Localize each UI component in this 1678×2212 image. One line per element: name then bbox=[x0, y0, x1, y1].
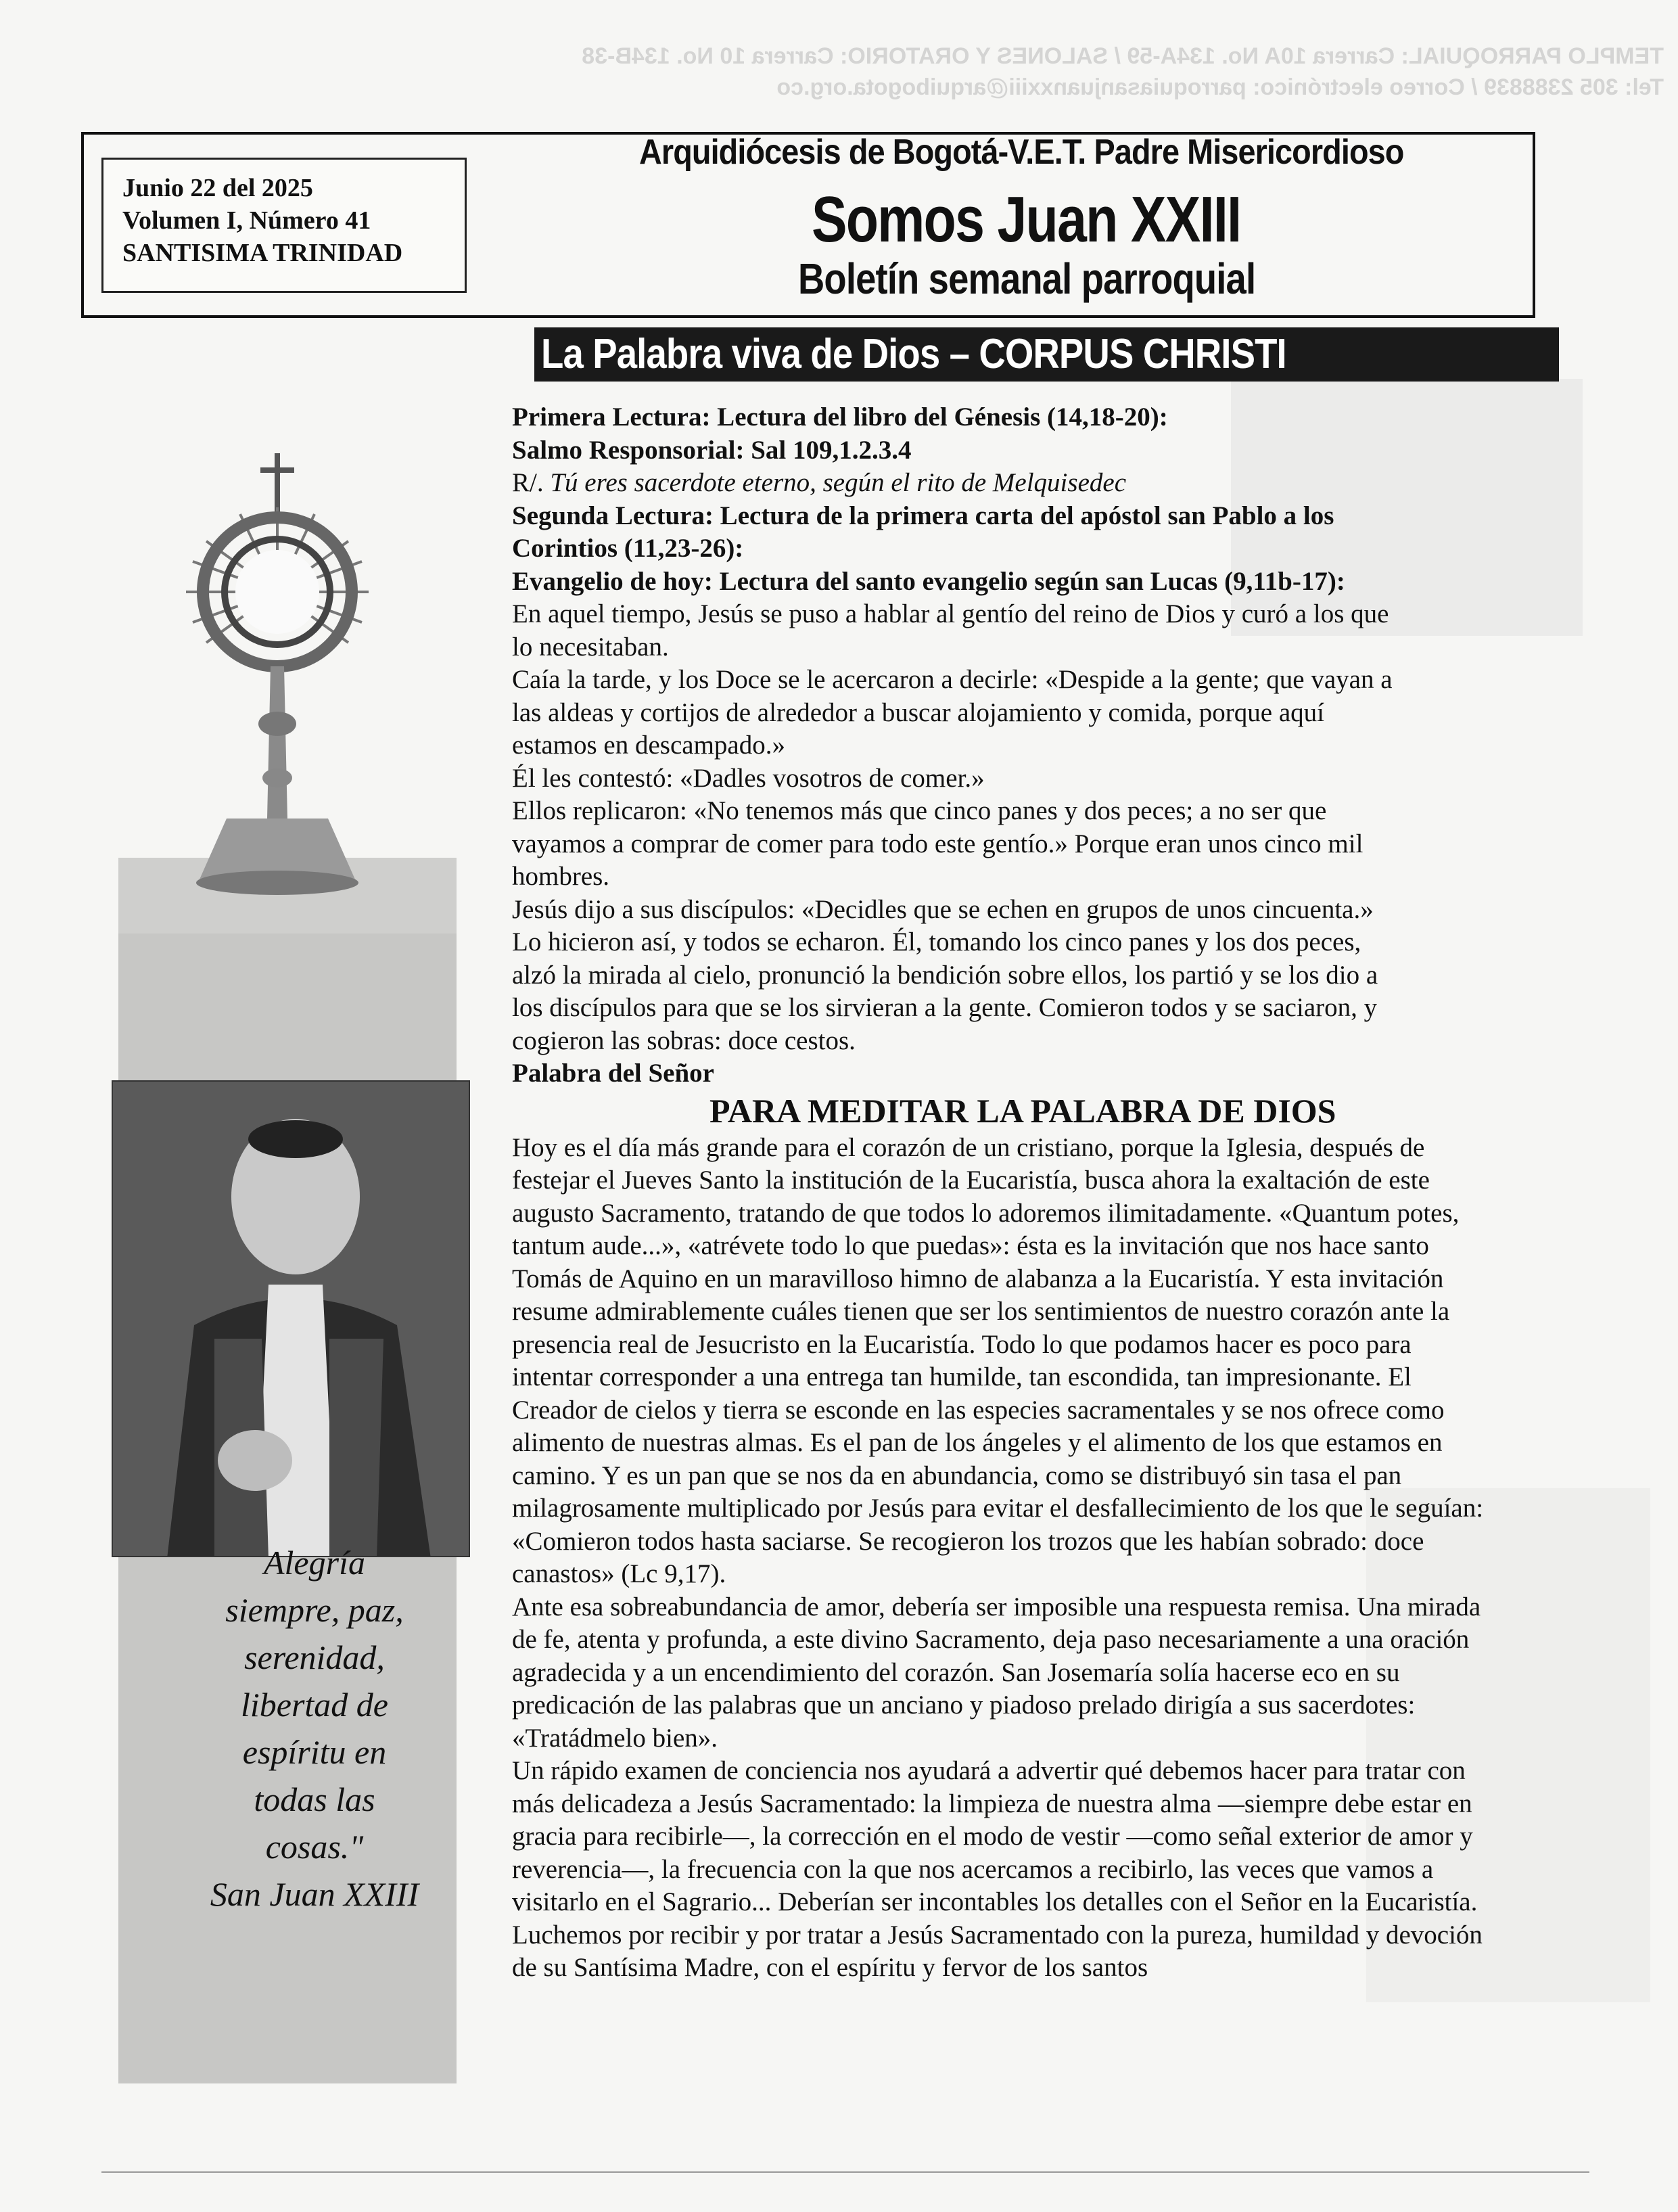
page-divider bbox=[101, 2171, 1589, 2173]
text-line: alzó la mirada al cielo, pronunció la bendición sobre ellos, los partió y se los dio a bbox=[512, 960, 1378, 990]
text-line: las aldeas y cortijos de alrededor a buscar alojamiento y comida, porque aquí bbox=[512, 697, 1324, 727]
text-line: Hoy es el día más grande para el corazón de un cristiano, porque la Iglesia, después de bbox=[512, 1132, 1425, 1162]
article-body bbox=[512, 401, 1574, 1985]
section-banner-text: La Palabra viva de Dios – CORPUS CHRISTI bbox=[541, 331, 1286, 377]
text-line: augusto Sacramento, tratando de que todos lo adoremos ilimitadamente. «Quantum potes, bbox=[512, 1198, 1460, 1228]
gospel-reading: Evangelio de hoy: Lectura del santo evangelio según san Lucas (9,11b-17): bbox=[512, 566, 1345, 596]
text-line: alimento de nuestras almas. Es el pan de los ángeles y el alimento de los que estamos en bbox=[512, 1428, 1443, 1457]
archdiocese-line: Arquidiócesis de Bogotá-V.E.T. Padre Misericordioso bbox=[639, 133, 1404, 172]
text-line: «Comieron todos hasta saciarse. Se recogieron los trozos que les habían sobrado: doce bbox=[512, 1526, 1424, 1556]
text-line: Tomás de Aquino en un maravilloso himno de alabanza a la Eucaristía. Y esta invitación bbox=[512, 1264, 1444, 1293]
second-reading-cont: Corintios (11,23-26): bbox=[512, 534, 744, 563]
monstrance-icon bbox=[152, 440, 402, 927]
quote-line: cosas." bbox=[265, 1828, 364, 1866]
text-line: cogieron las sobras: doce cestos. bbox=[512, 1026, 856, 1055]
text-line: estamos en descampado.» bbox=[512, 731, 785, 760]
text-line: festejar el Jueves Santo la institución de la Eucaristía, busca ahora la exaltación de este bbox=[512, 1166, 1430, 1195]
quote-line: Alegría bbox=[264, 1544, 365, 1582]
text-line: lo necesitaban. bbox=[512, 632, 669, 662]
text-line: presencia real de Jesucristo en la Eucaristía. Todo lo que podamos hacer es poco para bbox=[512, 1329, 1412, 1359]
issue-info-box bbox=[101, 158, 467, 293]
newsletter-subtitle: Boletín semanal parroquial bbox=[798, 254, 1256, 303]
text-line: más delicadeza a Jesús Sacramentado: la limpieza de nuestra alma —siempre debe estar en bbox=[512, 1789, 1472, 1818]
text-line: resume admirablemente cuáles tienen que ser los sentimientos de nuestro corazón ante la bbox=[512, 1297, 1450, 1326]
text-line: Ante esa sobreabundancia de amor, debería ser imposible una respuesta remisa. Una mirada bbox=[512, 1592, 1481, 1621]
text-line: Él les contestó: «Dadles vosotros de comer.» bbox=[512, 763, 985, 793]
meditar-heading: PARA MEDITAR LA PALABRA DE DIOS bbox=[709, 1091, 1336, 1130]
text-line: predicación de las palabras que un anciano y piadoso prelado dirigía a sus sacerdotes: bbox=[512, 1690, 1416, 1720]
newsletter-title: Somos Juan XXIII bbox=[812, 183, 1241, 256]
response-text: Tú eres sacerdote eterno, según el rito de Melquisedec bbox=[550, 468, 1126, 497]
text-line: milagrosamente multiplicado por Jesús para evitar el desfallecimiento de los que le seguían: bbox=[512, 1494, 1484, 1523]
psalm-response bbox=[512, 467, 1574, 500]
quote-line: espíritu en bbox=[242, 1733, 387, 1771]
text-line: reverencia—, la frecuencia con la que nos acercamos a recibirlo, las veces que vamos a bbox=[512, 1854, 1434, 1884]
quote-line: siempre, paz, bbox=[225, 1591, 404, 1629]
issue-date: Junio 22 del 2025 bbox=[122, 174, 313, 202]
text-line: agradecida y a un encendimiento del corazón. San Josemaría solía hacerse eco en su bbox=[512, 1657, 1400, 1687]
text-line: Lo hicieron así, y todos se echaron. Él, tomando los cinco panes y los dos peces, bbox=[512, 927, 1361, 957]
text-line: Luchemos por recibir y por tratar a Jesús Sacramentado con la pureza, humildad y devoción bbox=[512, 1920, 1483, 1950]
text-line: visitarlo en el Sagrario... Deberían ser incontables los detalles con el Señor en la Eucaristía. bbox=[512, 1887, 1478, 1916]
issue-volume: Volumen I, Número 41 bbox=[122, 206, 371, 235]
quote-author: San Juan XXIII bbox=[210, 1875, 419, 1913]
text-line: los discípulos para que se los sirvieran a la gente. Comieron todos y se saciaron, y bbox=[512, 993, 1378, 1022]
first-reading: Primera Lectura: Lectura del libro del Génesis (14,18-20): bbox=[512, 402, 1168, 432]
text-line: intentar corresponder a una entrega tan humilde, tan escondida, tan impresionante. El bbox=[512, 1362, 1412, 1391]
psalm: Salmo Responsorial: Sal 109,1.2.3.4 bbox=[512, 435, 912, 465]
meditar-text bbox=[512, 1132, 1574, 1985]
section-banner bbox=[534, 327, 1559, 382]
portrait-photo bbox=[112, 1080, 470, 1557]
bleed-line-2: Tel: 305 2388839 / Correo electrónico: parroquiasanjuanxxiii@arquibogota.org.co bbox=[776, 74, 1664, 100]
text-line: Caía la tarde, y los Doce se le acercaron a decirle: «Despide a la gente; que vayan a bbox=[512, 665, 1393, 694]
text-line: «Tratádmelo bien». bbox=[512, 1723, 718, 1753]
second-reading: Segunda Lectura: Lectura de la primera carta del apóstol san Pablo a los bbox=[512, 501, 1334, 530]
text-line: gracia para recibirle—, la corrección en el modo de vestir —como señal exterior de amor y bbox=[512, 1822, 1473, 1851]
text-line: Jesús dijo a sus discípulos: «Decidles que se echen en grupos de unos cincuenta.» bbox=[512, 894, 1374, 924]
text-line: hombres. bbox=[512, 862, 610, 891]
palabra-del-senor: Palabra del Señor bbox=[512, 1059, 714, 1088]
text-line: camino. Y es un pan que se nos da en abundancia, como se distribuyó sin tasa el pan bbox=[512, 1460, 1402, 1490]
text-line: En aquel tiempo, Jesús se puso a hablar al gentío del reino de Dios y curó a los que bbox=[512, 599, 1389, 628]
text-line: Creador de cielos y tierra se esconde en las especies sacramentales y se nos ofrece como bbox=[512, 1395, 1445, 1425]
issue-feast: SANTISIMA TRINIDAD bbox=[122, 239, 403, 267]
text-line: de su Santísima Madre, con el espíritu y fervor de los santos bbox=[512, 1953, 1148, 1982]
response-prefix: R/. bbox=[512, 468, 544, 497]
text-line: tantum aude...», «atrévete todo lo que puedas»: ésta es la invitación que nos hace santo bbox=[512, 1231, 1429, 1260]
quote-line: libertad de bbox=[240, 1686, 389, 1724]
bleed-line-1: TEMPLO PARROQUIAL: Carrera 10A No. 134A-59 / SALONES Y ORATORIO: Carrera 10 No. 134B-38 bbox=[582, 43, 1664, 69]
quote-line: serenidad, bbox=[244, 1638, 385, 1676]
portrait-figure bbox=[113, 1082, 470, 1557]
text-line: Ellos replicaron: «No tenemos más que cinco panes y dos peces; a no ser que bbox=[512, 796, 1327, 825]
text-line: Un rápido examen de conciencia nos ayudará a advertir qué debemos hacer para tratar con bbox=[512, 1756, 1466, 1785]
text-line: de fe, atenta y profunda, a este divino Sacramento, deja paso necesariamente a una oración bbox=[512, 1625, 1470, 1654]
gospel-text bbox=[512, 598, 1574, 1057]
text-line: vayamos a comprar de comer para todo este gentío.» Porque eran unos cinco mil bbox=[512, 829, 1364, 858]
quote-line: todas las bbox=[254, 1780, 375, 1818]
text-line: canastos» (Lc 9,17). bbox=[512, 1559, 726, 1588]
quote-block bbox=[179, 1539, 450, 1918]
bleed-through-text bbox=[582, 41, 1664, 103]
